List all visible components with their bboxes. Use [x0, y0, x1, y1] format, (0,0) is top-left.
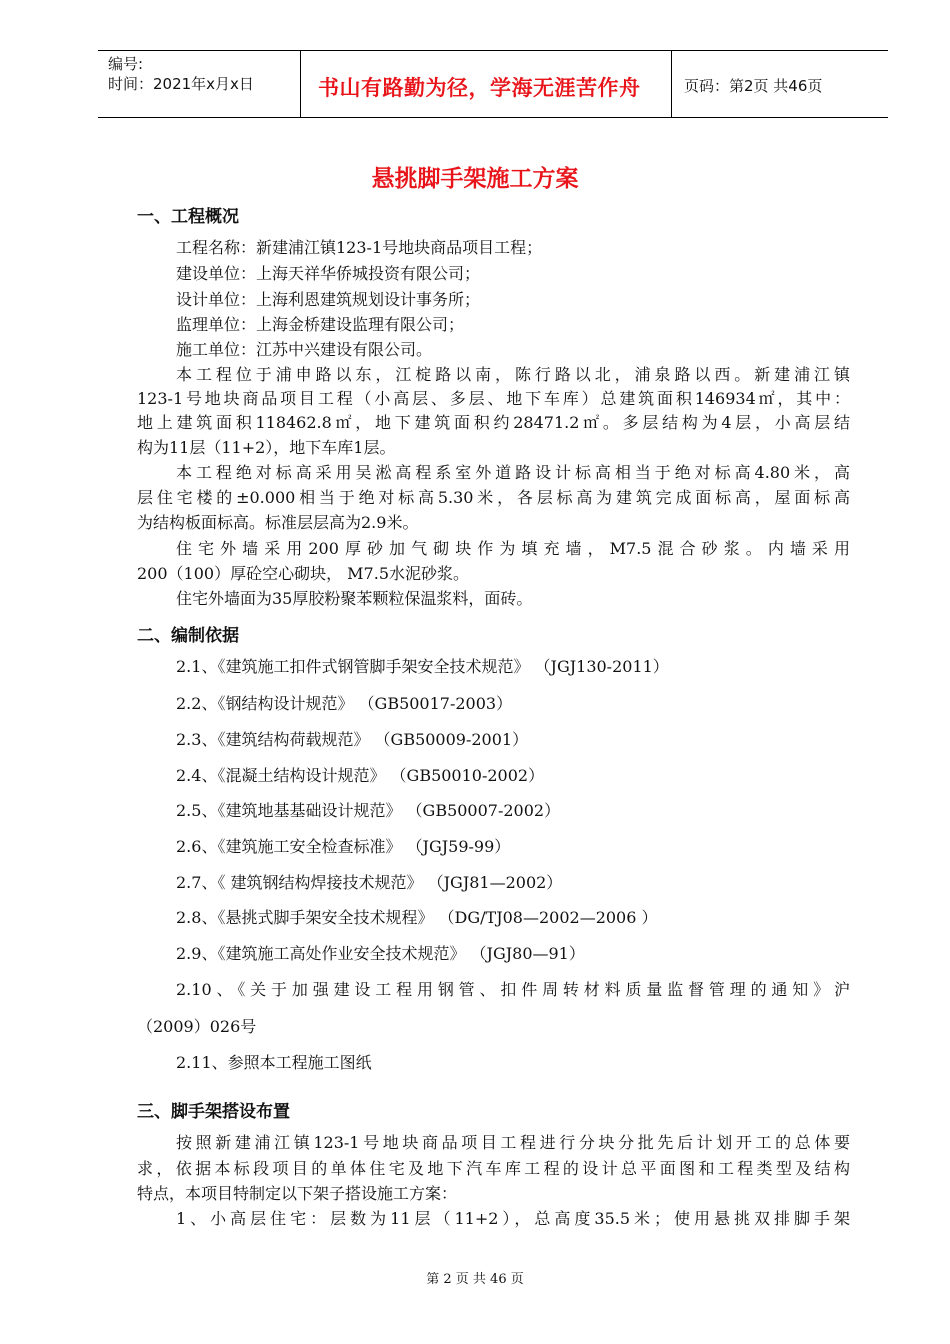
list-item: 2.10、《关于加强建设工程用钢管、扣件周转材料质量监督管理的通知》沪 [176, 980, 850, 999]
list-item: 2.9、《建筑施工高处作业安全技术规范》 （JGJ80—91） [176, 944, 585, 963]
paragraph-line: 按照新建浦江镇123-1号地块商品项目工程进行分块分批先后计划开工的总体要 [176, 1133, 850, 1152]
header-top-rule [98, 50, 888, 51]
paragraph-line: 为结构板面标高。标准层层高为2.9米。 [137, 513, 419, 532]
section-heading-scaffold-layout: 三、脚手架搭设布置 [137, 1102, 290, 1122]
list-item: 2.2、《钢结构设计规范》 （GB50017-2003） [176, 694, 513, 713]
document-time-label: 时间：2021年x月x日 [108, 75, 254, 93]
paragraph-line: 监理单位：上海金桥建设监理有限公司； [176, 315, 465, 334]
paragraph-line: 建设单位：上海天祥华侨城投资有限公司； [176, 264, 481, 283]
paragraph-line: 特点，本项目特制定以下架子搭设施工方案： [137, 1184, 458, 1203]
list-item: 2.3、《建筑结构荷载规范》 （GB50009-2001） [176, 730, 529, 749]
paragraph-line: 本工程绝对标高采用吴淞高程系室外道路设计标高相当于绝对标高4.80米，高 [176, 463, 850, 482]
paragraph-line: 住宅外墙面为35厚胶粉聚苯颗粒保温浆料，面砖。 [176, 589, 533, 608]
list-item: 2.6、《建筑施工安全检查标准》 （JGJ59-99） [176, 837, 511, 856]
header-divider-left [300, 51, 301, 117]
header-page-info: 页码：第2页 共46页 [684, 77, 823, 95]
paragraph-line: 1、小高层住宅：层数为11层（11+2），总高度35.5米；使用悬挑双排脚手架 [176, 1209, 850, 1228]
paragraph-line: 工程名称：新建浦江镇123-1号地块商品项目工程； [176, 238, 543, 257]
section-heading-overview: 一、工程概况 [137, 207, 239, 227]
paragraph-line: 地上建筑面积118462.8㎡，地下建筑面积约28471.2㎡。多层结构为4层，小高层结 [137, 413, 850, 432]
list-item: 2.7、《 建筑钢结构焊接技术规范》 （JGJ81—2002） [176, 873, 563, 892]
paragraph-line: 住宅外墙采用200厚砂加气砌块作为填充墙，M7.5混合砂浆。内墙采用 [176, 539, 850, 558]
list-item-continuation: （2009）026号 [137, 1017, 257, 1036]
paragraph-line: 本工程位于浦申路以东，江椗路以南，陈行路以北，浦泉路以西。新建浦江镇 [176, 365, 850, 384]
paragraph-line: 求，依据本标段项目的单体住宅及地下汽车库工程的设计总平面图和工程类型及结构 [137, 1159, 850, 1178]
section-heading-basis: 二、编制依据 [137, 626, 239, 646]
list-item: 2.4、《混凝土结构设计规范》 （GB50010-2002） [176, 766, 545, 785]
list-item: 2.1、《建筑施工扣件式钢管脚手架安全技术规范》 （JGJ130-2011） [176, 657, 669, 676]
list-item: 2.8、《悬挑式脚手架安全技术规程》 （DG/TJ08—2002—2006 ） [176, 908, 658, 927]
header-divider-right [671, 51, 672, 117]
footer-page-number: 第 2 页 共 46 页 [426, 1272, 524, 1287]
list-item: 2.5、《建筑地基基础设计规范》 （GB50007-2002） [176, 801, 561, 820]
document-number-label: 编号: [108, 55, 144, 73]
paragraph-line: 123-1号地块商品项目工程（小高层、多层、地下车库）总建筑面积146934㎡，其中： [137, 389, 850, 408]
header-bottom-rule [98, 117, 888, 118]
paragraph-line: 构为11层（11+2），地下车库1层。 [137, 438, 396, 457]
paragraph-line: 200（100）厚砼空心砌块， M7.5水泥砂浆。 [137, 564, 469, 583]
paragraph-line: 设计单位：上海利恩建筑规划设计事务所； [176, 290, 481, 309]
paragraph-line: 层住宅楼的±0.000相当于绝对标高5.30米，各层标高为建筑完成面标高，屋面标高 [137, 488, 850, 507]
list-item: 2.11、参照本工程施工图纸 [176, 1053, 372, 1072]
document-title: 悬挑脚手架施工方案 [371, 166, 579, 192]
paragraph-line: 施工单位：江苏中兴建设有限公司。 [176, 340, 433, 359]
header-motto: 书山有路勤为径，学海无涯苦作舟 [318, 76, 641, 100]
